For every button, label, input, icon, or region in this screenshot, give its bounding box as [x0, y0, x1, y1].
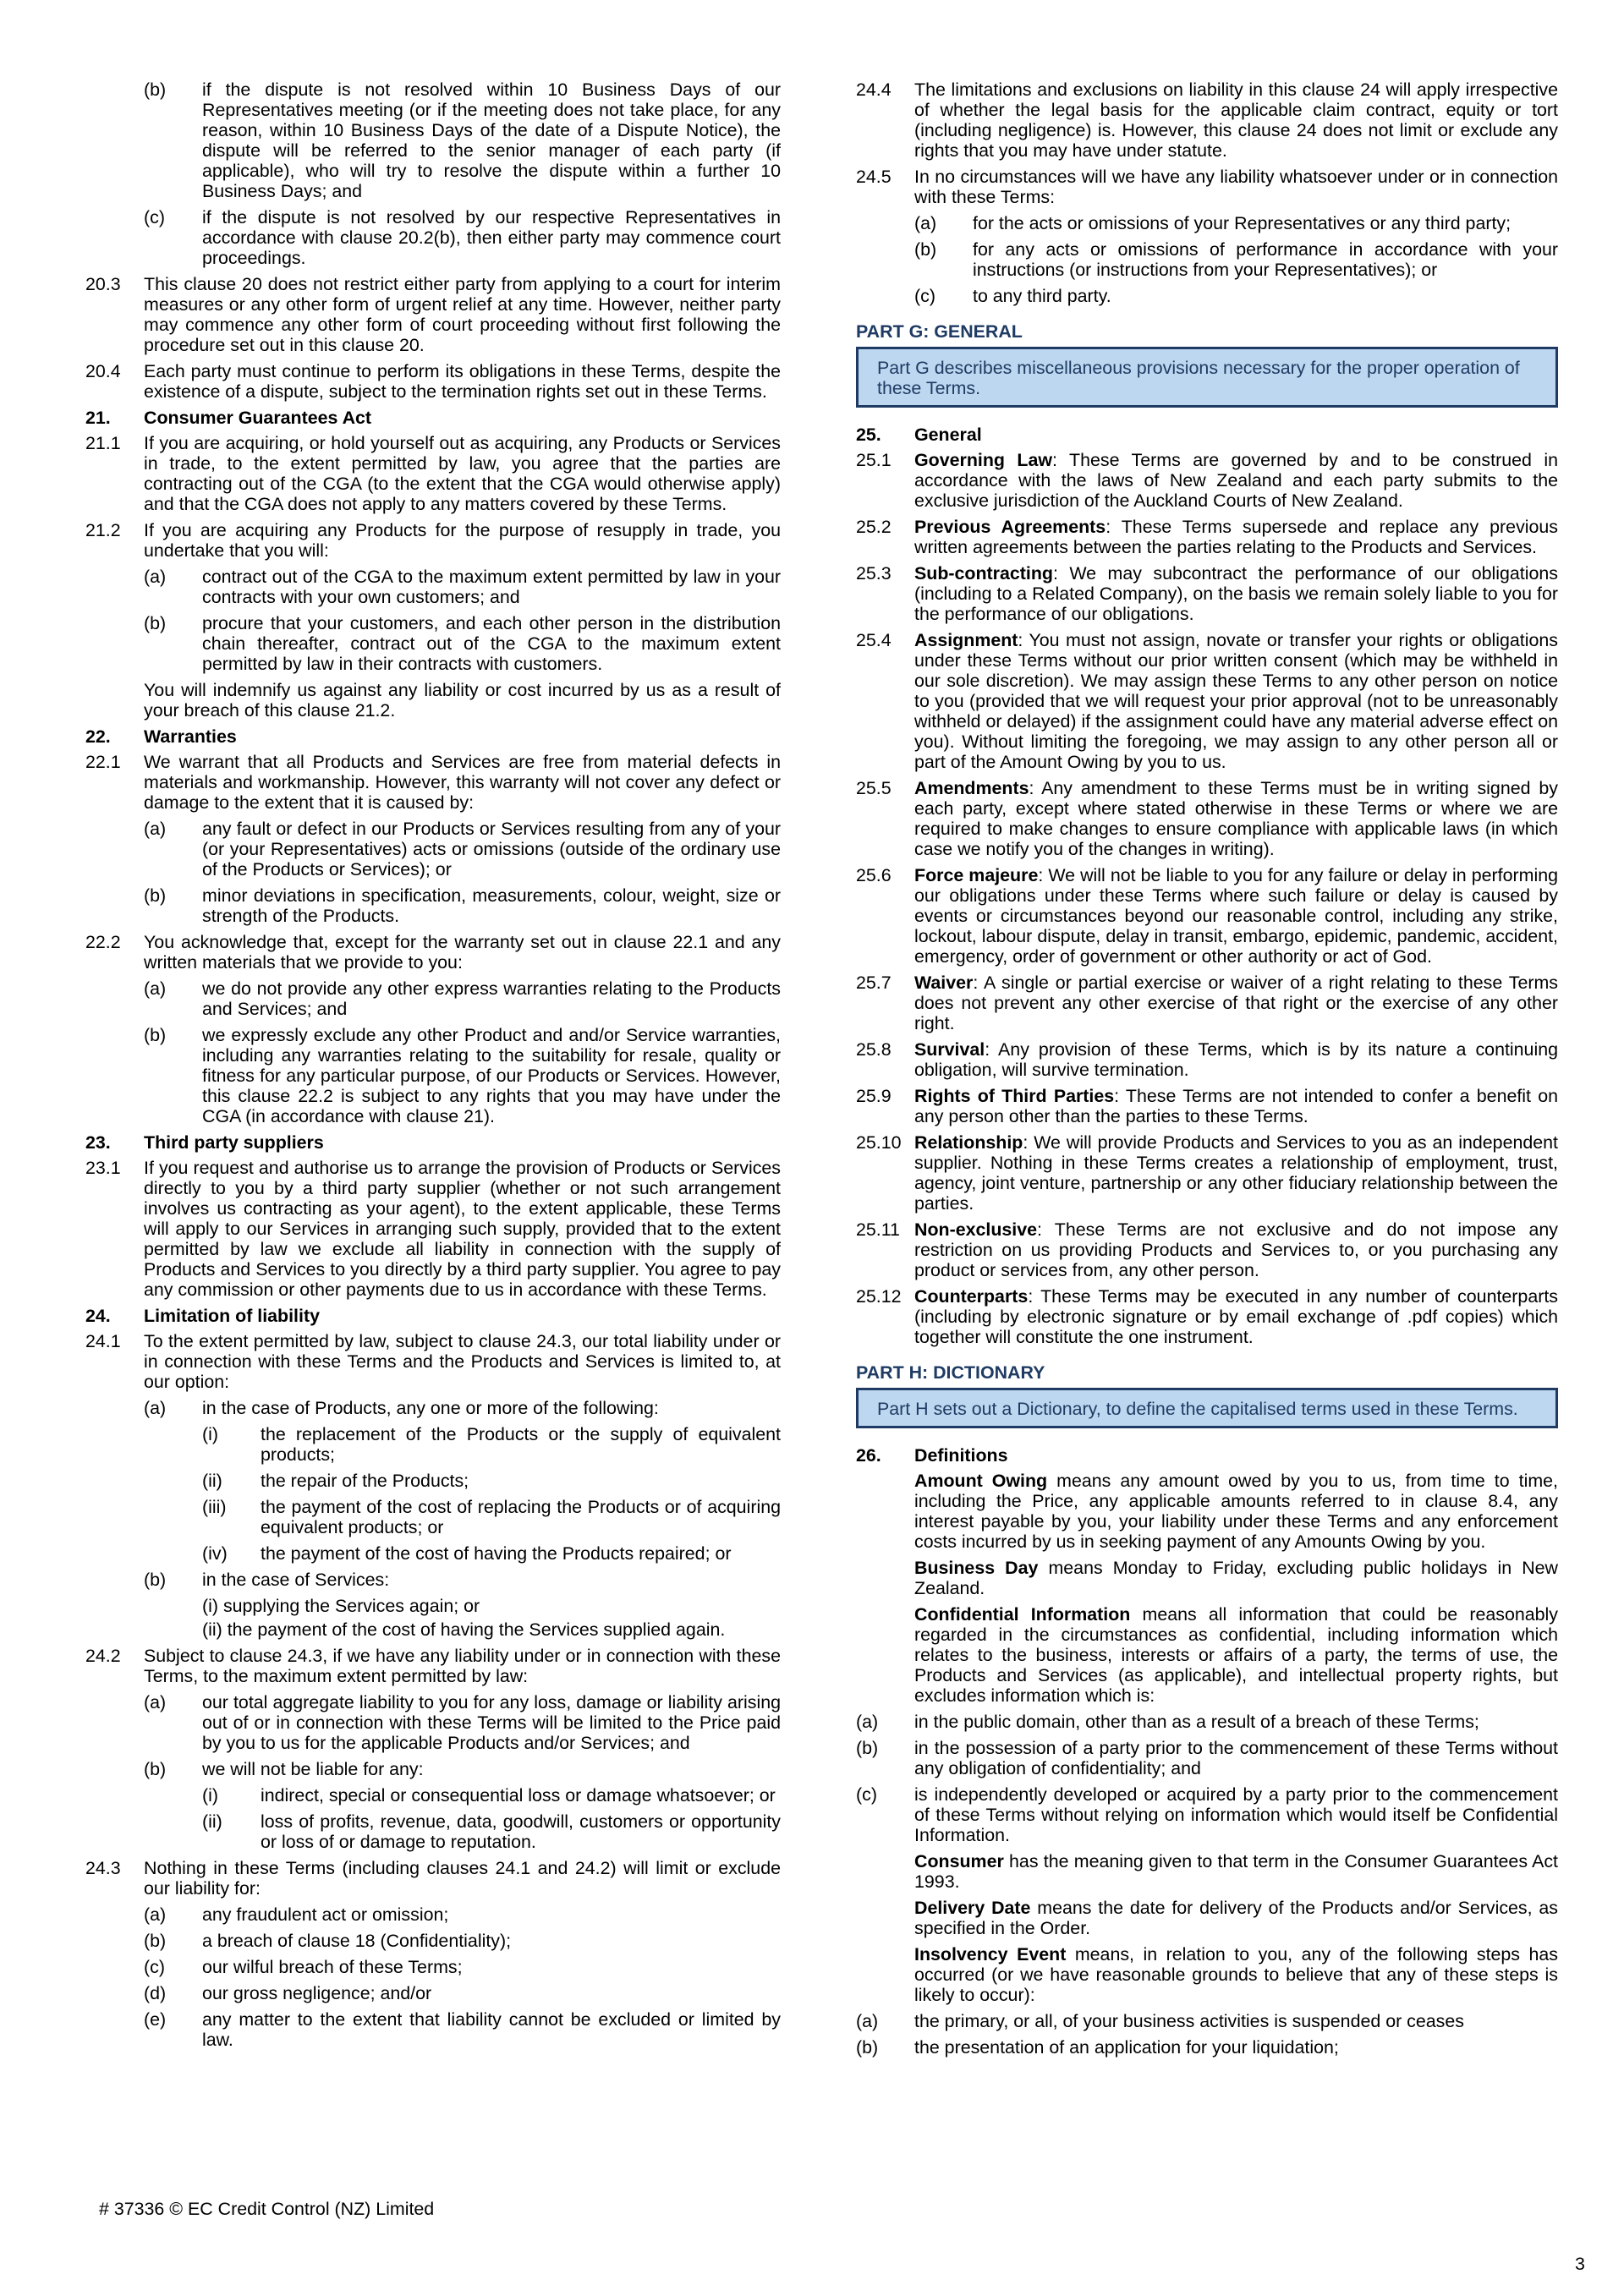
part-h-summary-box: Part H sets out a Dictionary, to define the capitalised terms used in these Terms.: [856, 1388, 1558, 1428]
clause-24-1-a-i: (i) the replacement of the Products or the supply of equivalent products;: [202, 1424, 781, 1465]
clause-25-8: 25.8 Survival: Any provision of these Terms, which is by its nature a continuing obligation, will survive termination.: [856, 1039, 1558, 1080]
clause-25-6: 25.6 Force majeure: We will not be liable to you for any failure or delay in performing our obligations under these Terms where such failure or delay is caused by events or circumstances beyond our reasonable control, including any strike, lockout, labour dispute, delay in transit, embargo, epidemic, pandemic, accident, emergency, order of government or other authority or act of God.: [856, 865, 1558, 967]
clause-24-5-b: (b) for any acts or omissions of performance in accordance with your instructions (or instructions from your Representatives); or: [914, 239, 1558, 280]
clause-24-1-a-iii: (iii) the payment of the cost of replacing the Products or of acquiring equivalent products; or: [202, 1497, 781, 1537]
definition-insolvency-event: Insolvency Event means, in relation to you, any of the following steps has occurred (or we have reasonable grounds to believe that any of these steps is likely to occur):: [914, 1944, 1558, 2005]
clause-25-5: 25.5 Amendments: Any amendment to these Terms must be in writing signed by each party, except where stated otherwise in these Terms or where we are required to make changes to ensure compliance with applicable laws (in which case we notify you of the changes in writing).: [856, 778, 1558, 859]
clause-24-2-b: (b) we will not be liable for any:: [144, 1759, 424, 1779]
heading-24: 24. Limitation of liability: [85, 1306, 320, 1326]
clause-21-2-b: (b) procure that your customers, and each other person in the distribution chain thereafter, contract out of the CGA to the maximum extent permitted by law in their contracts with customers.: [144, 613, 781, 674]
clause-21-1: 21.1 If you are acquiring, or hold yourself out as acquiring, any Products or Services in trade, to the extent permitted by law, you agree that the parties are contracting out of the CGA (to the extent that the CGA would otherwise apply) and that the CGA does not apply to any matters covered by these Terms.: [85, 433, 781, 514]
page-number: 3: [1575, 2254, 1585, 2274]
clause-25-7: 25.7 Waiver: A single or partial exercise or waiver of a right relating to these Terms does not prevent any other exercise of that right or the exercise of any other right.: [856, 973, 1558, 1033]
clause-24-5-a: (a) for the acts or omissions of your Representatives or any third party;: [914, 213, 1512, 233]
clause-24-3-b: (b) a breach of clause 18 (Confidentiality);: [144, 1931, 512, 1951]
definition-insolvency-b: (b) the presentation of an application for your liquidation;: [856, 2037, 1339, 2058]
definition-business-day: Business Day means Monday to Friday, excluding public holidays in New Zealand.: [914, 1558, 1558, 1598]
right-column: [856, 79, 1558, 2063]
clause-24-3: 24.3 Nothing in these Terms (including clauses 24.1 and 24.2) will limit or exclude our liability for:: [85, 1858, 781, 1899]
clause-24-1: 24.1 To the extent permitted by law, subject to clause 24.3, our total liability under or in connection with these Terms and the Products and Services is limited to, at our option:: [85, 1331, 781, 1392]
clause-24-1-a-iv: (iv) the payment of the cost of having the Products repaired; or: [202, 1543, 732, 1564]
part-g-heading: PART G: GENERAL: [856, 321, 1023, 342]
definition-amount-owing: Amount Owing means any amount owed by you to us, from time to time, including the Price, any applicable amounts referred to in clause 8.4, any interest payable by you, your liability under these Terms and any enforcement costs incurred by us in seeking payment of any Amounts Owing by you.: [914, 1471, 1558, 1552]
clause-25-4: 25.4 Assignment: You must not assign, novate or transfer your rights or obligations under these Terms without our prior written consent (which may be withheld in our sole discretion). We may assign these Terms to any other person on notice to you (provided that we will request your prior approval (not to be unreasonably withheld or delayed) if the assignment could have any material adverse effect on you). Without limiting the foregoing, we may assign to any other person all or part of the Amount Owing by you to us.: [856, 630, 1558, 772]
clause-25-3: 25.3 Sub-contracting: We may subcontract the performance of our obligations (including to a Related Company), on the basis we remain solely liable to you for the performance of our obligations.: [856, 563, 1558, 624]
clause-24-1-b-line-2: (ii) the payment of the cost of having the Services supplied again.: [202, 1619, 726, 1640]
clause-25-10: 25.10 Relationship: We will provide Products and Services to you as an independent supplier. Nothing in these Terms creates a relationship of employment, trust, agency, joint venture, partnership or any other fiduciary relationship between the parties.: [856, 1132, 1558, 1214]
part-g-summary-box: Part G describes miscellaneous provisions necessary for the proper operation of these Terms.: [856, 347, 1558, 408]
clause-20-4: 20.4 Each party must continue to perform its obligations in these Terms, despite the existence of a dispute, subject to the termination rights set out in these Terms.: [85, 361, 781, 402]
clause-24-3-c: (c) our wilful breach of these Terms;: [144, 1957, 463, 1977]
clause-25-1: 25.1 Governing Law: These Terms are governed by and to be construed in accordance with the laws of New Zealand and each party submits to the exclusive jurisdiction of the Auckland Courts of New Zealand.: [856, 450, 1558, 511]
clause-22-2-b: (b) we expressly exclude any other Product and and/or Service warranties, including any warranties relating to the suitability for resale, quality or fitness for any particular purpose, of our Products or Services. However, this clause 22.2 is subject to any rights that you may have under the CGA (in accordance with clause 21).: [144, 1025, 781, 1126]
clause-25-12: 25.12 Counterparts: These Terms may be executed in any number of counterparts (including by electronic signature or by email exchange of .pdf copies) which together will constitute the one instrument.: [856, 1286, 1558, 1347]
clause-24-1-a: (a) in the case of Products, any one or more of the following:: [144, 1398, 659, 1418]
clause-24-1-b: (b) in the case of Services:: [144, 1570, 390, 1590]
clause-24-3-d: (d) our gross negligence; and/or: [144, 1983, 432, 2003]
clause-22-2-a: (a) we do not provide any other express warranties relating to the Products and Services; and: [144, 978, 781, 1019]
clause-24-2-a: (a) our total aggregate liability to you for any loss, damage or liability arising out of or in connection with these Terms will be limited to the Price paid by you to us for the applicable Products and/or Services; and: [144, 1692, 781, 1753]
clause-25-11: 25.11 Non-exclusive: These Terms are not exclusive and do not impose any restriction on us providing Products and Services to, or you purchasing any product or services from, any other person.: [856, 1219, 1558, 1280]
heading-25: 25. General: [856, 425, 982, 445]
clause-21-2: 21.2 If you are acquiring any Products for the purpose of resupply in trade, you undertake that you will:: [85, 520, 781, 561]
definition-confidential-b: (b) in the possession of a party prior to the commencement of these Terms without any obligation of confidentiality; and: [856, 1738, 1558, 1778]
clause-24-2: 24.2 Subject to clause 24.3, if we have any liability under or in connection with these Terms, to the maximum extent permitted by law:: [85, 1646, 781, 1686]
definition-confidential-information: Confidential Information means all information that could be reasonably regarded in the circumstances as confidential, including information which relates to the business, interests or affairs of a party, the terms of use, the Products and Services (as applicable), and intellectual property rights, but excludes information which is:: [914, 1604, 1558, 1706]
clause-22-1: 22.1 We warrant that all Products and Services are free from material defects in materials and workmanship. However, this warranty will not cover any defect or damage to the extent that it is caused by:: [85, 752, 781, 813]
clause-22-1-b: (b) minor deviations in specification, measurements, colour, weight, size or strength of the Products.: [144, 885, 781, 926]
clause-25-9: 25.9 Rights of Third Parties: These Terms are not intended to confer a benefit on any person other than the parties to these Terms.: [856, 1086, 1559, 1126]
clause-24-2-b-i: (i) indirect, special or consequential loss or damage whatsoever; or: [202, 1785, 776, 1806]
footer-copyright: # 37336 © EC Credit Control (NZ) Limited: [99, 2199, 435, 2219]
clause-24-4: 24.4 The limitations and exclusions on liability in this clause 24 will apply irrespective of whether the legal basis for the applicable claim contract, equity or tort (including negligence) is. However, this clause 24 does not limit or exclude any rights that you may have under statute.: [856, 79, 1558, 161]
heading-26: 26. Definitions: [856, 1445, 1008, 1466]
clause-20-2-b: (b) if the dispute is not resolved within 10 Business Days of our Representatives meeting (or if the meeting does not take place, for any reason, within 10 Business Days of the date of a Dispute Notice), the dispute will be referred to the senior manager of each party (if applicable), who will try to resolve the dispute within a further 10 Business Days; and: [144, 79, 781, 201]
heading-23: 23. Third party suppliers: [85, 1132, 324, 1153]
heading-21: 21. Consumer Guarantees Act: [85, 408, 372, 428]
clause-24-1-a-ii: (ii) the repair of the Products;: [202, 1471, 469, 1491]
definition-confidential-a: (a) in the public domain, other than as a result of a breach of these Terms;: [856, 1712, 1479, 1732]
clause-23-1: 23.1 If you request and authorise us to arrange the provision of Products or Services directly to you by a third party supplier (whether or not such arrangement involves us contracting as your agent), to the extent applicable, these Terms will apply to our Services in arranging such supply, provided that to the extent permitted by law we exclude all liability in connection with the supply of Products and Services to you directly by a third party supplier. You agree to pay any commission or other payments due to us in accordance with these Terms.: [85, 1158, 781, 1300]
clause-24-3-e: (e) any matter to the extent that liability cannot be excluded or limited by law.: [144, 2009, 781, 2050]
clause-21-2-a: (a) contract out of the CGA to the maximum extent permitted by law in your contracts with your own customers; and: [144, 567, 781, 607]
left-column: [85, 79, 781, 2056]
definition-confidential-c: (c) is independently developed or acquired by a party prior to the commencement of these Terms without relying on information which would itself be Confidential Information.: [856, 1784, 1558, 1845]
clause-24-3-a: (a) any fraudulent act or omission;: [144, 1904, 449, 1925]
heading-22: 22. Warranties: [85, 726, 237, 747]
clause-24-2-b-ii: (ii) loss of profits, revenue, data, goodwill, customers or opportunity or loss of or damage to reputation.: [202, 1811, 781, 1852]
part-h-heading: PART H: DICTIONARY: [856, 1362, 1045, 1383]
clause-20-2-c: (c) if the dispute is not resolved by our respective Representatives in accordance with clause 20.2(b), then either party may commence court proceedings.: [144, 207, 781, 268]
clause-20-3: 20.3 This clause 20 does not restrict either party from applying to a court for interim measures or any other form of urgent relief at any time. However, neither party may commence any other form of court proceeding without first following the procedure set out in this clause 20.: [85, 274, 781, 355]
clause-25-2: 25.2 Previous Agreements: These Terms supersede and replace any previous written agreements between the parties relating to the Products and Services.: [856, 517, 1559, 557]
clause-24-5: 24.5 In no circumstances will we have any liability whatsoever under or in connection with these Terms:: [856, 167, 1558, 207]
definition-insolvency-a: (a) the primary, or all, of your business activities is suspended or ceases: [856, 2011, 1464, 2031]
definition-consumer: Consumer has the meaning given to that term in the Consumer Guarantees Act 1993.: [914, 1851, 1558, 1892]
clause-22-2: 22.2 You acknowledge that, except for the warranty set out in clause 22.1 and any written materials that we provide to you:: [85, 932, 781, 973]
clause-21-2-tail: You will indemnify us against any liability or cost incurred by us as a result of your breach of this clause 21.2.: [144, 680, 781, 721]
clause-24-1-b-line-1: (i) supplying the Services again; or: [202, 1596, 480, 1616]
clause-22-1-a: (a) any fault or defect in our Products or Services resulting from any of your (or your Representatives) acts or omissions (outside of the ordinary use of the Products or Services); or: [144, 819, 781, 879]
clause-24-5-c: (c) to any third party.: [914, 286, 1111, 306]
definition-delivery-date: Delivery Date means the date for delivery of the Products and/or Services, as specified in the Order.: [914, 1898, 1558, 1938]
